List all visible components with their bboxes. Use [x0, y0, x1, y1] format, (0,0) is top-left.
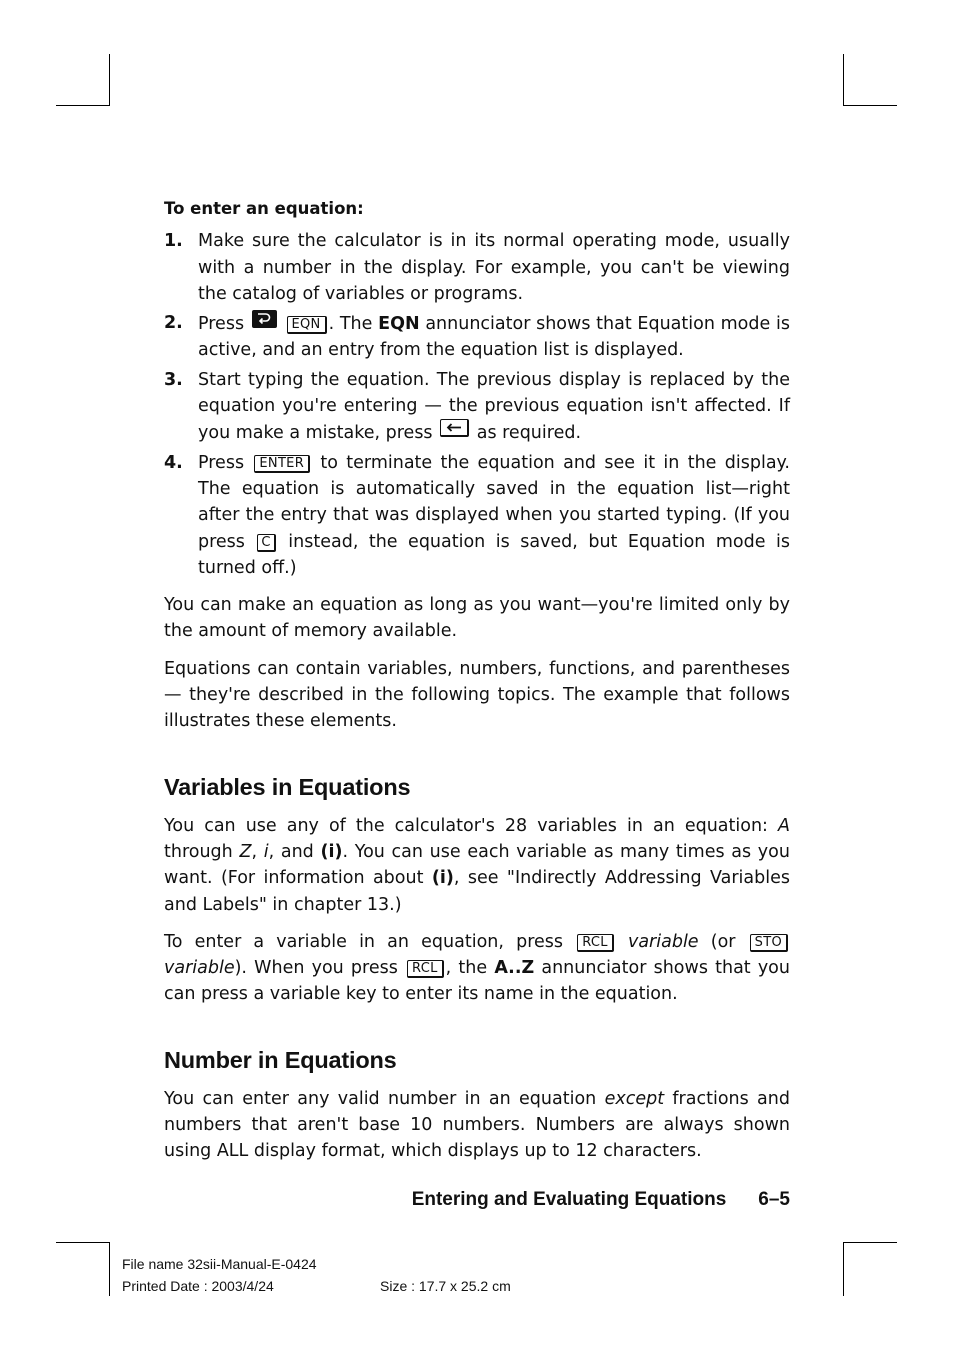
crop-mark-top-left-vertical [109, 54, 110, 106]
text-run: You can enter any valid number in an equation [164, 1088, 597, 1109]
crop-mark-bottom-left-horizontal [56, 1242, 110, 1243]
text-run: , [251, 841, 258, 862]
indirect-i: (i) [431, 868, 454, 889]
rcl-key: RCL [577, 934, 614, 952]
az-annunciator: A..Z [494, 958, 535, 979]
printed-date: Printed Date : 2003/4/24 [122, 1278, 274, 1294]
step-text: as required. [476, 423, 582, 444]
step-text: Press [198, 452, 245, 473]
step-4 [164, 450, 790, 581]
crop-mark-bottom-left-vertical [109, 1242, 110, 1296]
paragraph-equation-elements: Equations can contain variables, numbers, functions, and parentheses — they're described in the following topics. The example that follows illustrates these elements. [164, 658, 790, 732]
sto-key: STO [750, 934, 788, 952]
step-text: . The [328, 314, 373, 335]
backspace-key-icon [440, 419, 469, 437]
step-text: instead, the equation is saved, but Equation mode is turned off.) [198, 531, 790, 578]
variable-a: A [778, 815, 790, 836]
step-3 [164, 367, 790, 447]
running-footer [412, 1189, 790, 1211]
indirect-i: (i) [320, 841, 343, 862]
text-run: . You can use each variable as many times as you want. (For information about [164, 841, 790, 889]
paragraph-enter-variable [164, 929, 790, 1008]
crop-mark-bottom-right-horizontal [843, 1242, 897, 1243]
variable-z: Z [239, 841, 252, 862]
chapter-title: Entering and Evaluating Equations [411, 1189, 727, 1210]
text-run: , and [268, 841, 314, 862]
text-run: , see "Indirectly Addressing Variables and Labels" in chapter 13.) [164, 868, 790, 915]
eqn-key: EQN [287, 316, 327, 334]
file-name: File name 32sii-Manual-E-0424 [122, 1256, 317, 1272]
crop-mark-top-left-horizontal [56, 105, 110, 106]
procedure-heading: To enter an equation: [164, 199, 364, 218]
text-run: (or [710, 931, 736, 952]
eqn-annunciator: EQN [378, 314, 420, 335]
crop-mark-bottom-right-vertical [843, 1242, 844, 1296]
crop-mark-top-right-vertical [843, 54, 844, 106]
page-size: Size : 17.7 x 25.2 cm [380, 1278, 511, 1294]
step-number: 4. [164, 452, 183, 473]
page-number: 6–5 [758, 1189, 790, 1210]
paragraph-variables-usage [164, 813, 790, 918]
step-number: 2. [164, 313, 183, 334]
step-2 [164, 310, 790, 364]
c-key: C [257, 534, 275, 552]
page-body [164, 196, 790, 1165]
step-text: Make sure the calculator is in its normal operating mode, usually with a number in the display. For example, you can't be viewing the catalog of variables or programs. [198, 231, 790, 304]
text-run: annunciator shows that you can press a variable key to enter its name in the equation. [164, 958, 790, 1005]
text-run: fractions and numbers that aren't base 10 numbers. Numbers are always shown using ALL display format, which displays up to 12 characters. [164, 1088, 790, 1162]
text-run: through [164, 841, 233, 862]
text-run: except [604, 1088, 665, 1109]
text-run: , the [445, 958, 488, 979]
text-run: You can use any of the calculator's 28 variables in an equation: [164, 815, 768, 836]
step-1 [164, 228, 790, 307]
procedure-steps [164, 228, 790, 581]
crop-mark-top-right-horizontal [843, 105, 897, 106]
step-text: Start typing the equation. The previous display is replaced by the equation you're entering — the previous equation isn't affected. If you make a mistake, press [198, 369, 790, 444]
paragraph-equation-length: You can make an equation as long as you want—you're limited only by the amount of memory available. [164, 595, 790, 642]
step-number: 1. [164, 231, 183, 252]
text-run: variable [164, 958, 235, 979]
text-run: To enter a variable in an equation, press [164, 931, 564, 952]
text-run: variable [627, 931, 699, 952]
right-shift-key-icon [252, 310, 277, 328]
variable-i: i [263, 841, 269, 862]
step-text: to terminate the equation and see it in the display. The equation is automatically saved in the equation list—right after the entry that was displayed when you started typing. (If you press [198, 452, 790, 552]
paragraph-numbers [164, 1086, 790, 1165]
section-heading-variables: Variables in Equations [164, 773, 411, 800]
step-text: annunciator shows that Equation mode is active, and an entry from the equation list is displayed. [198, 314, 790, 361]
enter-key: ENTER [254, 455, 310, 473]
rcl-key: RCL [407, 960, 444, 978]
text-run: ). When you press [234, 958, 398, 979]
step-number: 3. [164, 369, 183, 390]
section-heading-numbers: Number in Equations [164, 1046, 397, 1073]
step-text: Press [198, 314, 245, 335]
